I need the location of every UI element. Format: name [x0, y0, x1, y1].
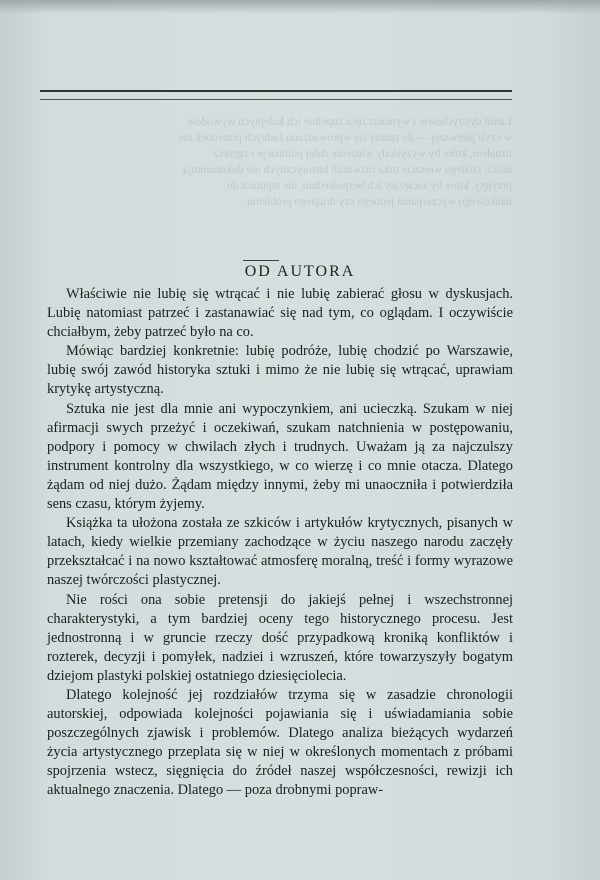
chapter-title: OD AUTORA [244, 263, 356, 280]
paragraph: Sztuka nie jest dla mnie ani wypoczynkiem, ani ucieczką. Szukam w niej afirmacji swych przeżyć i oczekiwań, szukam natchnienia w postępowaniu, podpory i pomocy w chwilach złych i trudnych. Uważam ją za najczulszy instrument kontrolny dla wszystkiego, w co wierzę i co mnie otacza. Dlatego żądam od niej dużo. Żądam między innymi, żeby mi unaoczniła i potwierdziła sens czasu, którym żyjemy. [47, 400, 513, 513]
bleed-line: ności. Dlatego wreszcie tuka rozważań historycznych nie dokumentują [182, 163, 512, 176]
page-top-shadow [0, 0, 600, 14]
bleed-line: uznałem, które by wyzyskały widzenie dalej polimacje i zgrzecz [212, 147, 512, 160]
header-rule-thick [40, 90, 512, 92]
bleed-line: w czyli pierwszej — do tamtej się wprowadzano żadnych przeróbek nie [178, 131, 512, 144]
header-rule-thin [40, 99, 512, 100]
bleed-line: przyjęty, które by zaciężały ich bezpośrednio, nie atputacz do [226, 179, 512, 192]
bleed-line: naukowego wyczerpania jednego czy drugiego problemu. [244, 195, 512, 208]
paragraph: Mówiąc bardziej konkretnie: lubię podróże, lubię chodzić po Warszawie, lubię swój zawód historyka sztuki i mimo że nie lubię się wtrącać, uprawiam krytykę artystyczną. [47, 343, 513, 398]
body-text [47, 285, 513, 801]
bleed-line: Lamit dystrychowie i wymaszczęcz zupełnie ich kolejnych wywodów [187, 115, 512, 128]
title-ornament-rule [243, 260, 279, 261]
bleed-through-text [72, 114, 512, 210]
paragraph: Nie rości ona sobie pretensji do jakiejś pełnej i wszechstronnej charakterystyki, a tym bardziej oceny tego historycznego procesu. Jest jednostronną i w gruncie rzeczy dość przypadkową kroniką konfliktów i rozterek, decyzji i pomyłek, nadziei i wzruszeń, które towarzyszyły bogatym dziejom plastyki polskiej ostatniego dziesięciolecia. [47, 591, 513, 684]
paragraph: Książka ta ułożona została ze szkiców i artykułów krytycznych, pisanych w latach, kiedy wielkie przemiany zachodzące w życiu naszego narodu zaczęły przekształcać i na nowo kształtować atmosferę moralną, treść i formy wyrazowe naszej twórczości plastycznej. [47, 515, 513, 589]
paragraph: Właściwie nie lubię się wtrącać i nie lubię zabierać głosu w dyskusjach. Lubię natomiast patrzeć i zastanawiać się nad tym, co oglądam. I oczywiście chciałbym, żeby patrzeć było na co. [47, 286, 513, 341]
paragraph: Dlatego kolejność jej rozdziałów trzyma się w zasadzie chronologii autorskiej, odpowiada kolejności pojawiania się i uświadamiania sobie poszczególnych zjawisk i problemów. Dlatego analiza bieżących wydarzeń życia artystycznego przeplata się w niej w określonych momentach z próbami spojrzenia wstecz, sięgnięcia do źródeł naszej współczesności, rewizji ich aktualnego znaczenia. Dlatego — poza drobnymi popraw- [47, 686, 513, 799]
